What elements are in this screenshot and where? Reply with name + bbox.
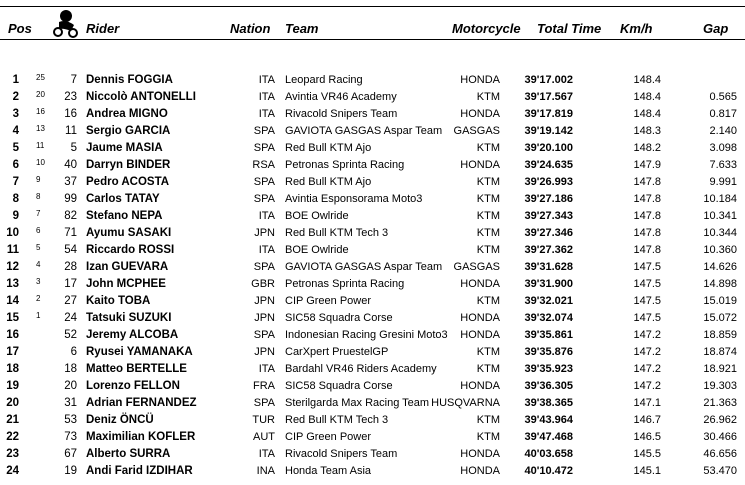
cell-total-time: 39'17.567 (524, 91, 573, 103)
cell-total-time: 40'03.658 (524, 448, 573, 460)
cell-nation: ITA (258, 244, 275, 256)
cell-rider-name: Carlos TATAY (86, 193, 160, 205)
cell-total-time: 39'17.819 (524, 108, 573, 120)
table-row (0, 446, 745, 463)
cell-rider-name: John MCPHEE (86, 278, 166, 290)
header-gap: Gap (703, 21, 729, 36)
cell-gap: 53.470 (703, 465, 737, 477)
cell-motorcycle: GASGAS (453, 261, 500, 273)
cell-total-time: 39'35.861 (524, 329, 573, 341)
cell-team: Avintia Esponsorama Moto3 (285, 193, 423, 205)
cell-gap: 14.898 (703, 278, 737, 290)
cell-nation: TUR (252, 414, 275, 426)
cell-total-time: 39'31.628 (524, 261, 573, 273)
cell-motorcycle: KTM (476, 193, 500, 205)
cell-team: Red Bull KTM Tech 3 (285, 227, 389, 239)
cell-nation: RSA (252, 159, 275, 171)
cell-team: Bardahl VR46 Riders Academy (285, 363, 437, 375)
cell-position: 5 (12, 142, 19, 154)
cell-position: 18 (6, 363, 19, 375)
cell-position: 14 (6, 295, 19, 307)
table-row (0, 463, 745, 480)
table-row (0, 310, 745, 327)
cell-nation: AUT (253, 431, 275, 443)
cell-speed-kmh: 147.8 (633, 176, 661, 188)
results-header (0, 6, 745, 40)
cell-total-time: 39'27.186 (524, 193, 573, 205)
cell-gap: 26.962 (703, 414, 737, 426)
cell-rider-name: Ayumu SASAKI (86, 227, 172, 239)
cell-nation: SPA (253, 329, 275, 341)
table-row (0, 327, 745, 344)
cell-position: 2 (12, 91, 19, 103)
table-row (0, 191, 745, 208)
cell-position: 15 (6, 312, 19, 324)
cell-bike-number: 52 (64, 329, 77, 341)
cell-nation: ITA (258, 210, 275, 222)
cell-motorcycle: HONDA (460, 159, 500, 171)
cell-total-time: 39'26.993 (524, 176, 573, 188)
cell-team: GAVIOTA GASGAS Aspar Team (285, 261, 443, 273)
cell-position: 21 (6, 414, 19, 426)
motorcycle-rider-icon (50, 8, 80, 38)
cell-team: BOE Owlride (285, 244, 349, 256)
table-row (0, 361, 745, 378)
cell-bike-number: 24 (64, 312, 77, 324)
cell-motorcycle: KTM (476, 176, 500, 188)
cell-gap: 21.363 (703, 397, 737, 409)
table-row (0, 344, 745, 361)
cell-speed-kmh: 148.3 (633, 125, 661, 137)
cell-speed-kmh: 147.5 (633, 295, 661, 307)
cell-total-time: 39'27.362 (524, 244, 573, 256)
cell-rider-name: Pedro ACOSTA (86, 176, 170, 188)
cell-speed-kmh: 147.5 (633, 278, 661, 290)
cell-points: 6 (36, 226, 41, 235)
cell-motorcycle: KTM (476, 227, 500, 239)
cell-motorcycle: KTM (476, 91, 500, 103)
table-row (0, 89, 745, 106)
cell-total-time: 39'32.021 (524, 295, 573, 307)
cell-gap: 30.466 (703, 431, 737, 443)
cell-motorcycle: KTM (476, 295, 500, 307)
cell-team: Honda Team Asia (285, 465, 372, 477)
cell-points: 7 (36, 209, 41, 218)
cell-bike-number: 31 (64, 397, 77, 409)
cell-points: 16 (36, 107, 45, 116)
cell-nation: INA (256, 465, 275, 477)
cell-speed-kmh: 147.2 (633, 329, 661, 341)
cell-bike-number: 5 (70, 142, 77, 154)
cell-rider-name: Lorenzo FELLON (86, 380, 180, 392)
cell-gap: 9.991 (709, 176, 737, 188)
cell-points: 9 (36, 175, 41, 184)
cell-position: 8 (12, 193, 19, 205)
cell-total-time: 39'32.074 (524, 312, 573, 324)
cell-team: Petronas Sprinta Racing (285, 278, 405, 290)
cell-bike-number: 18 (64, 363, 77, 375)
cell-total-time: 39'35.876 (524, 346, 573, 358)
cell-rider-name: Kaito TOBA (86, 295, 151, 307)
cell-position: 20 (6, 397, 19, 409)
cell-bike-number: 54 (64, 244, 77, 256)
cell-team: Avintia VR46 Academy (285, 91, 397, 103)
cell-rider-name: Stefano NEPA (86, 210, 163, 222)
cell-speed-kmh: 147.8 (633, 210, 661, 222)
cell-motorcycle: KTM (476, 431, 500, 443)
table-row (0, 259, 745, 276)
cell-gap: 18.874 (703, 346, 737, 358)
table-row (0, 378, 745, 395)
cell-speed-kmh: 147.8 (633, 193, 661, 205)
cell-motorcycle: KTM (476, 363, 500, 375)
cell-position: 23 (6, 448, 19, 460)
cell-bike-number: 20 (64, 380, 77, 392)
cell-gap: 18.921 (703, 363, 737, 375)
cell-nation: FRA (253, 380, 275, 392)
cell-speed-kmh: 147.2 (633, 346, 661, 358)
cell-total-time: 39'17.002 (524, 74, 573, 86)
cell-speed-kmh: 146.5 (633, 431, 661, 443)
table-row (0, 174, 745, 191)
cell-motorcycle: HONDA (460, 380, 500, 392)
cell-position: 1 (12, 74, 19, 86)
table-row (0, 242, 745, 259)
cell-gap: 10.360 (703, 244, 737, 256)
cell-bike-number: 17 (64, 278, 77, 290)
table-row (0, 412, 745, 429)
cell-points: 3 (36, 277, 41, 286)
cell-rider-name: Andrea MIGNO (86, 108, 168, 120)
table-row (0, 140, 745, 157)
cell-nation: ITA (258, 108, 275, 120)
cell-points: 2 (36, 294, 41, 303)
table-row (0, 157, 745, 174)
cell-nation: GBR (251, 278, 275, 290)
cell-bike-number: 16 (64, 108, 77, 120)
cell-team: CIP Green Power (285, 431, 372, 443)
cell-rider-name: Jaume MASIA (86, 142, 163, 154)
cell-speed-kmh: 147.8 (633, 227, 661, 239)
cell-speed-kmh: 148.4 (633, 74, 661, 86)
cell-motorcycle: HUSQVARNA (431, 397, 500, 409)
cell-position: 19 (6, 380, 19, 392)
cell-team: Red Bull KTM Ajo (285, 176, 372, 188)
cell-motorcycle: KTM (476, 244, 500, 256)
header-motorcycle: Motorcycle (452, 21, 521, 36)
cell-nation: ITA (258, 363, 275, 375)
cell-rider-name: Ryusei YAMANAKA (86, 346, 193, 358)
cell-team: Sterilgarda Max Racing Team (285, 397, 430, 409)
cell-position: 4 (12, 125, 19, 137)
cell-rider-name: Maximilian KOFLER (86, 431, 196, 443)
cell-points: 13 (36, 124, 45, 133)
cell-motorcycle: KTM (476, 346, 500, 358)
cell-total-time: 39'27.346 (524, 227, 573, 239)
cell-team: CIP Green Power (285, 295, 372, 307)
cell-team: SIC58 Squadra Corse (285, 380, 393, 392)
cell-speed-kmh: 147.5 (633, 312, 661, 324)
cell-rider-name: Izan GUEVARA (86, 261, 169, 273)
header-team: Team (285, 21, 319, 36)
cell-nation: SPA (253, 261, 275, 273)
table-row (0, 208, 745, 225)
cell-team: SIC58 Squadra Corse (285, 312, 393, 324)
cell-rider-name: Darryn BINDER (86, 159, 171, 171)
cell-points: 11 (36, 141, 45, 150)
cell-points: 4 (36, 260, 41, 269)
cell-position: 11 (6, 244, 19, 256)
cell-total-time: 39'24.635 (524, 159, 573, 171)
cell-position: 10 (6, 227, 19, 239)
cell-position: 9 (12, 210, 19, 222)
cell-points: 5 (36, 243, 41, 252)
cell-position: 6 (12, 159, 19, 171)
cell-rider-name: Adrian FERNANDEZ (86, 397, 197, 409)
cell-position: 24 (6, 465, 19, 477)
cell-rider-name: Tatsuki SUZUKI (86, 312, 172, 324)
cell-nation: SPA (253, 193, 275, 205)
cell-speed-kmh: 147.8 (633, 244, 661, 256)
cell-gap: 0.817 (709, 108, 737, 120)
cell-team: Indonesian Racing Gresini Moto3 (285, 329, 448, 341)
cell-speed-kmh: 145.5 (633, 448, 661, 460)
cell-bike-number: 73 (64, 431, 77, 443)
cell-total-time: 39'36.305 (524, 380, 573, 392)
cell-rider-name: Riccardo ROSSI (86, 244, 175, 256)
cell-rider-name: Alberto SURRA (86, 448, 171, 460)
cell-nation: SPA (253, 176, 275, 188)
cell-gap: 2.140 (709, 125, 737, 137)
cell-team: Red Bull KTM Ajo (285, 142, 372, 154)
cell-position: 3 (12, 108, 19, 120)
table-row (0, 123, 745, 140)
cell-gap: 14.626 (703, 261, 737, 273)
cell-nation: SPA (253, 142, 275, 154)
cell-nation: ITA (258, 91, 275, 103)
cell-nation: JPN (254, 312, 275, 324)
cell-position: 22 (6, 431, 19, 443)
cell-speed-kmh: 147.2 (633, 363, 661, 375)
cell-gap: 10.184 (703, 193, 737, 205)
cell-nation: JPN (254, 295, 275, 307)
cell-nation: ITA (258, 74, 275, 86)
cell-gap: 7.633 (709, 159, 737, 171)
header-kmh: Km/h (620, 21, 653, 36)
cell-speed-kmh: 145.1 (633, 465, 661, 477)
cell-gap: 3.098 (709, 142, 737, 154)
cell-bike-number: 40 (64, 159, 77, 171)
cell-motorcycle: KTM (476, 414, 500, 426)
cell-speed-kmh: 148.4 (633, 108, 661, 120)
cell-bike-number: 27 (64, 295, 77, 307)
cell-bike-number: 82 (64, 210, 77, 222)
cell-bike-number: 67 (64, 448, 77, 460)
cell-team: GAVIOTA GASGAS Aspar Team (285, 125, 443, 137)
cell-speed-kmh: 148.4 (633, 91, 661, 103)
cell-bike-number: 7 (70, 74, 77, 86)
cell-total-time: 39'35.923 (524, 363, 573, 375)
cell-speed-kmh: 147.1 (633, 397, 661, 409)
cell-motorcycle: HONDA (460, 448, 500, 460)
cell-points: 25 (36, 73, 45, 82)
cell-nation: JPN (254, 227, 275, 239)
cell-points: 1 (36, 311, 41, 320)
cell-gap: 10.341 (703, 210, 737, 222)
cell-total-time: 40'10.472 (524, 465, 573, 477)
cell-team: Petronas Sprinta Racing (285, 159, 405, 171)
cell-team: Leopard Racing (285, 74, 363, 86)
table-row (0, 293, 745, 310)
cell-gap: 46.656 (703, 448, 737, 460)
cell-motorcycle: HONDA (460, 312, 500, 324)
cell-nation: SPA (253, 397, 275, 409)
cell-bike-number: 28 (64, 261, 77, 273)
cell-rider-name: Sergio GARCIA (86, 125, 171, 137)
cell-bike-number: 71 (64, 227, 77, 239)
header-total-time: Total Time (537, 21, 602, 36)
cell-team: CarXpert PruestelGP (285, 346, 389, 358)
cell-total-time: 39'19.142 (524, 125, 573, 137)
cell-motorcycle: GASGAS (453, 125, 500, 137)
cell-position: 7 (12, 176, 19, 188)
cell-position: 17 (6, 346, 19, 358)
cell-speed-kmh: 147.5 (633, 261, 661, 273)
cell-motorcycle: HONDA (460, 329, 500, 341)
cell-bike-number: 53 (64, 414, 77, 426)
cell-gap: 0.565 (709, 91, 737, 103)
cell-position: 13 (6, 278, 19, 290)
header-nation: Nation (230, 21, 271, 36)
cell-speed-kmh: 148.2 (633, 142, 661, 154)
cell-speed-kmh: 147.2 (633, 380, 661, 392)
cell-bike-number: 37 (64, 176, 77, 188)
header-top-rule (0, 6, 745, 7)
cell-gap: 18.859 (703, 329, 737, 341)
cell-rider-name: Dennis FOGGIA (86, 74, 173, 86)
cell-bike-number: 6 (70, 346, 77, 358)
cell-position: 16 (6, 329, 19, 341)
cell-speed-kmh: 146.7 (633, 414, 661, 426)
cell-gap: 19.303 (703, 380, 737, 392)
header-bottom-rule (0, 39, 745, 40)
cell-total-time: 39'47.468 (524, 431, 573, 443)
cell-motorcycle: HONDA (460, 74, 500, 86)
cell-nation: SPA (253, 125, 275, 137)
cell-rider-name: Niccolò ANTONELLI (86, 91, 196, 103)
cell-gap: 15.072 (703, 312, 737, 324)
cell-points: 8 (36, 192, 41, 201)
cell-total-time: 39'27.343 (524, 210, 573, 222)
cell-rider-name: Matteo BERTELLE (86, 363, 187, 375)
cell-gap: 10.344 (703, 227, 737, 239)
table-row (0, 225, 745, 242)
table-row (0, 395, 745, 412)
cell-team: Rivacold Snipers Team (285, 448, 398, 460)
cell-nation: JPN (254, 346, 275, 358)
cell-rider-name: Andi Farid IZDIHAR (86, 465, 193, 477)
cell-bike-number: 11 (65, 125, 77, 137)
cell-nation: ITA (258, 448, 275, 460)
cell-points: 20 (36, 90, 45, 99)
cell-rider-name: Deniz ÖNCÜ (86, 414, 154, 426)
cell-motorcycle: KTM (476, 142, 500, 154)
cell-total-time: 39'20.100 (524, 142, 573, 154)
table-row (0, 106, 745, 123)
cell-total-time: 39'31.900 (524, 278, 573, 290)
table-row (0, 276, 745, 293)
table-row (0, 72, 745, 89)
cell-position: 12 (6, 261, 19, 273)
cell-motorcycle: KTM (476, 210, 500, 222)
cell-total-time: 39'38.365 (524, 397, 573, 409)
cell-team: Rivacold Snipers Team (285, 108, 398, 120)
cell-team: BOE Owlride (285, 210, 349, 222)
cell-motorcycle: HONDA (460, 108, 500, 120)
header-pos: Pos (8, 21, 32, 36)
cell-bike-number: 19 (64, 465, 77, 477)
cell-rider-name: Jeremy ALCOBA (86, 329, 179, 341)
cell-speed-kmh: 147.9 (633, 159, 661, 171)
cell-motorcycle: HONDA (460, 465, 500, 477)
cell-total-time: 39'43.964 (524, 414, 573, 426)
cell-bike-number: 99 (64, 193, 77, 205)
cell-points: 10 (36, 158, 45, 167)
cell-team: Red Bull KTM Tech 3 (285, 414, 389, 426)
cell-bike-number: 23 (64, 91, 77, 103)
table-row (0, 429, 745, 446)
cell-gap: 15.019 (703, 295, 737, 307)
cell-motorcycle: HONDA (460, 278, 500, 290)
header-rider: Rider (86, 21, 120, 36)
